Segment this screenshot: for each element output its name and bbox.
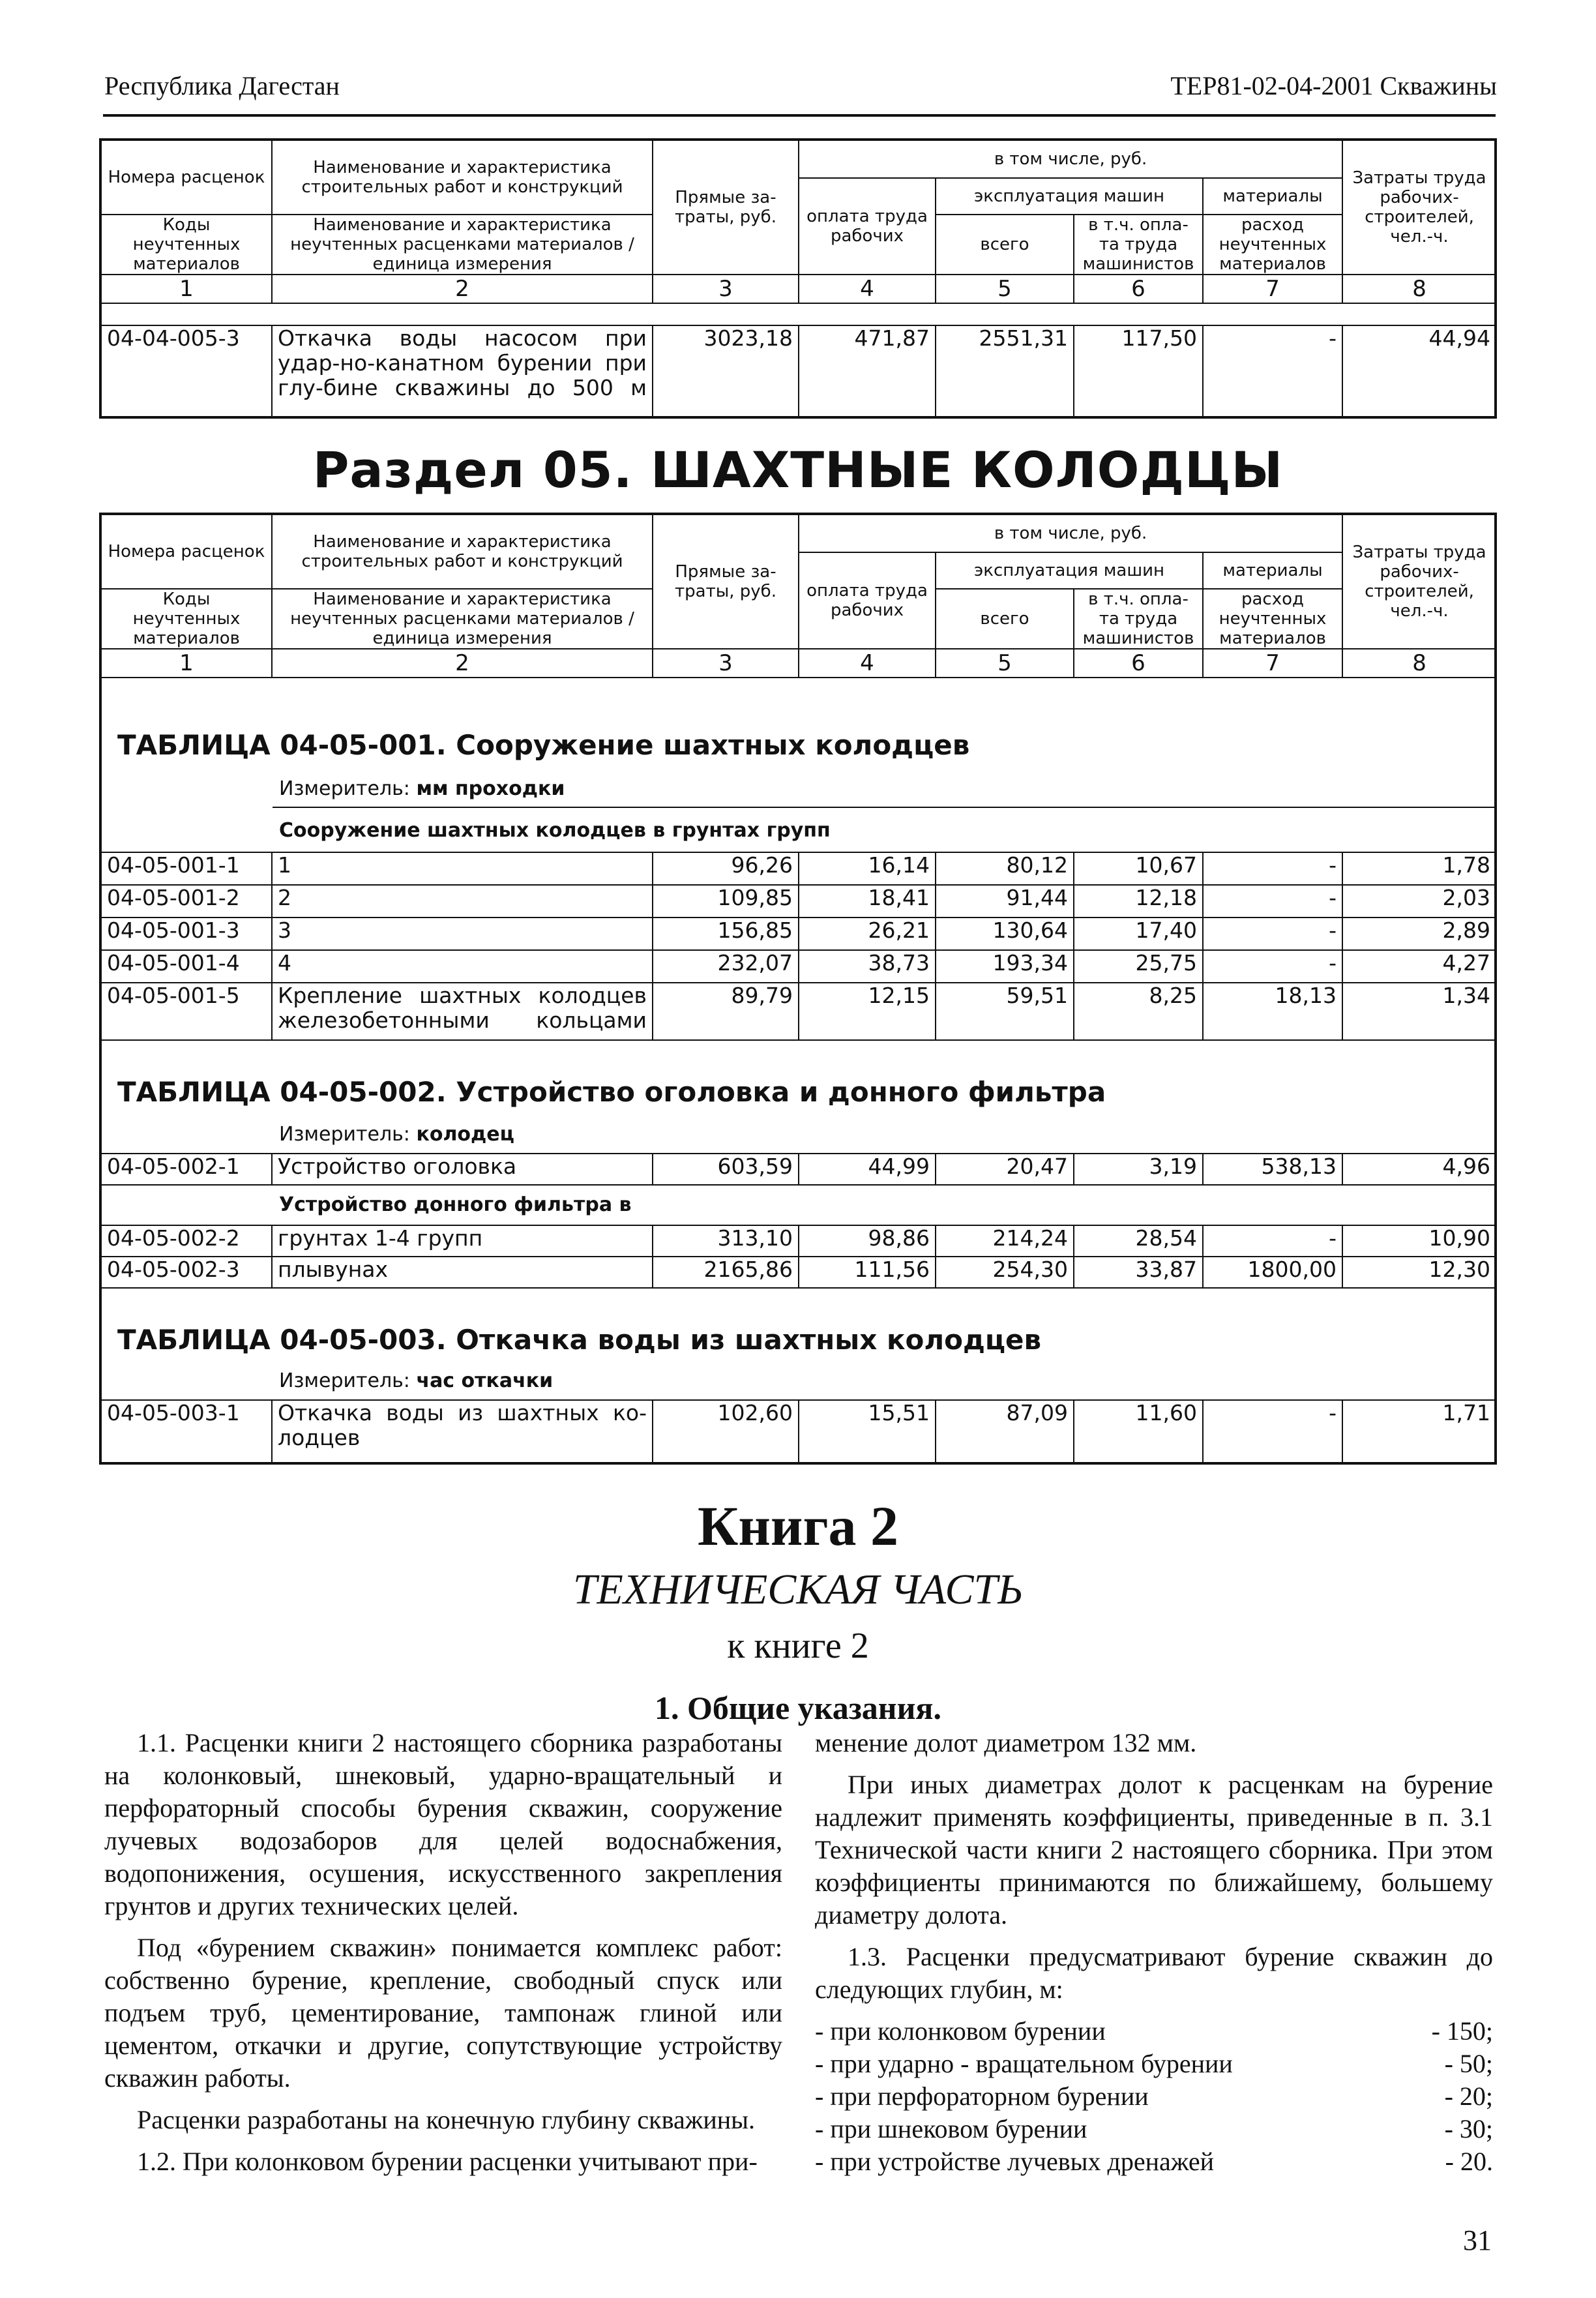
- col-zatraty: Затраты труда рабочих-строителей, чел.-ч.: [1342, 140, 1496, 275]
- num-1: 1: [101, 649, 272, 678]
- row-code: 04-05-001-2: [101, 885, 272, 918]
- row-c3: 102,60: [653, 1400, 799, 1463]
- row-c3: 603,59: [653, 1154, 799, 1185]
- col-pryamye: Прямые за-траты, руб.: [653, 140, 799, 275]
- book-subtitle: ТЕХНИЧЕСКАЯ ЧАСТЬ: [572, 1566, 1024, 1613]
- row-c3: 109,85: [653, 885, 799, 918]
- num-1: 1: [101, 275, 272, 303]
- meter-underline: [273, 807, 1496, 808]
- row-c4: 471,87: [799, 325, 936, 418]
- table-row: [101, 950, 1496, 983]
- row-c8: 12,30: [1342, 1257, 1496, 1288]
- num-4: 4: [799, 649, 936, 678]
- col-oplata: оплата труда рабочих: [799, 552, 936, 649]
- num-6: 6: [1074, 275, 1203, 303]
- row-c7: -: [1203, 1225, 1342, 1257]
- row-desc: 2: [272, 885, 653, 918]
- row-c5: 59,51: [936, 983, 1074, 1040]
- col-vsego: всего: [936, 589, 1074, 649]
- paragraph: 1.1. Расценки книги 2 настоящего сборника разработаны на колонковый, шнековый, ударно-вращательный и перфораторный способы бурения скважин, сооружение лучевых водозаборов для целей водоснабжения, водопонижения, осушения, искусственного закрепления грунтов и других технических целей.: [104, 1728, 782, 1920]
- top-table-body: [100, 325, 1497, 419]
- row-code: 04-05-002-3: [101, 1257, 272, 1288]
- list-item: [815, 2113, 1493, 2145]
- row-c3: 96,26: [653, 852, 799, 885]
- row-c3: 2165,86: [653, 1257, 799, 1288]
- num-4: 4: [799, 275, 936, 303]
- table-title-002: ТАБЛИЦА 04-05-002. Устройство оголовка и донного фильтра: [117, 1076, 1106, 1108]
- depth-value: - 50;: [1444, 2049, 1493, 2078]
- col-oplata: оплата труда рабочих: [799, 178, 936, 275]
- col-v-tom: в том числе, руб.: [799, 140, 1342, 178]
- row-c4: 111,56: [799, 1257, 936, 1288]
- row-c3: 3023,18: [653, 325, 799, 418]
- col-ekspl: эксплуатация машин: [936, 178, 1203, 215]
- row-c8: 44,94: [1342, 325, 1496, 418]
- col-naim-2: Наименование и характеристика неучтенных расценками материалов / единица измерения: [272, 215, 653, 275]
- col-kody: Коды неучтенных материалов: [101, 589, 272, 649]
- main-table-header: [100, 514, 1497, 678]
- col-ekspl: эксплуатация машин: [936, 552, 1203, 589]
- num-3: 3: [653, 649, 799, 678]
- section-heading: 1. Общие указания.: [655, 1690, 941, 1726]
- book-title: Книга 2: [697, 1495, 898, 1557]
- row-c5: 87,09: [936, 1400, 1074, 1463]
- row-c6: 11,60: [1074, 1400, 1203, 1463]
- table-003-body: [100, 1399, 1497, 1463]
- list-item: [815, 2080, 1493, 2113]
- row-desc: Устройство оголовка: [272, 1154, 653, 1185]
- row-desc: плывунах: [272, 1257, 653, 1288]
- row-c8: 10,90: [1342, 1225, 1496, 1257]
- meter-value: мм проходки: [416, 777, 565, 800]
- row-code: 04-05-001-4: [101, 950, 272, 983]
- table-row: [101, 1154, 1496, 1185]
- subhead-001: Сооружение шахтных колодцев в грунтах групп: [279, 819, 831, 842]
- row-code: 04-05-001-1: [101, 852, 272, 885]
- meter-003: [279, 1369, 553, 1392]
- col-rashod: расход неучтенных материалов: [1203, 215, 1342, 275]
- row-c5: 20,47: [936, 1154, 1074, 1185]
- paragraph: При иных диаметрах долот к расценкам на бурение надлежит применять коэффициенты, приведенные в п. 3.1 Технической части книги 2 настоящего сборника. При этом коэффициенты принимаются по ближайшему, большему диаметру долота.: [815, 1770, 1493, 1930]
- row-c4: 38,73: [799, 950, 936, 983]
- num-3: 3: [653, 275, 799, 303]
- table-row: [101, 325, 1496, 418]
- depth-label: - при шнековом бурении: [815, 2114, 1087, 2143]
- num-6: 6: [1074, 649, 1203, 678]
- depth-list: [815, 2015, 1493, 2178]
- row-c7: 18,13: [1203, 983, 1342, 1040]
- col-vtch: в т.ч. опла-та труда машинистов: [1074, 215, 1203, 275]
- row-c8: 2,89: [1342, 918, 1496, 950]
- table-002-body: [100, 1225, 1497, 1289]
- depth-label: - при перфораторном бурении: [815, 2082, 1149, 2111]
- col-vtch: в т.ч. опла-та труда машинистов: [1074, 589, 1203, 649]
- row-c6: 28,54: [1074, 1225, 1203, 1257]
- row-c4: 15,51: [799, 1400, 936, 1463]
- meter-value: колодец: [416, 1123, 514, 1146]
- row-code: 04-04-005-3: [101, 325, 272, 418]
- col-pryamye: Прямые за-траты, руб.: [653, 515, 799, 649]
- row-desc: грунтах 1-4 групп: [272, 1225, 653, 1257]
- col-materialy: материалы: [1203, 178, 1342, 215]
- depth-value: - 150;: [1431, 2016, 1493, 2046]
- table-row: [101, 1225, 1496, 1257]
- top-table-header: [100, 140, 1497, 304]
- row-c7: 1800,00: [1203, 1257, 1342, 1288]
- meter-002: [279, 1123, 514, 1146]
- depth-value: - 20;: [1444, 2082, 1493, 2111]
- table-row: [101, 983, 1496, 1040]
- row-c5: 193,34: [936, 950, 1074, 983]
- col-rashod: расход неучтенных материалов: [1203, 589, 1342, 649]
- row-c3: 156,85: [653, 918, 799, 950]
- row-c5: 214,24: [936, 1225, 1074, 1257]
- row-c4: 16,14: [799, 852, 936, 885]
- col-vsego: всего: [936, 215, 1074, 275]
- row-desc: 1: [272, 852, 653, 885]
- col-zatraty: Затраты труда рабочих-строителей, чел.-ч.: [1342, 515, 1496, 649]
- row-c6: 25,75: [1074, 950, 1203, 983]
- row-c5: 130,64: [936, 918, 1074, 950]
- row-c4: 26,21: [799, 918, 936, 950]
- section-title: Раздел 05. ШАХТНЫЕ КОЛОДЦЫ: [312, 441, 1284, 499]
- subhead-002: Устройство донного фильтра в: [279, 1193, 632, 1216]
- depth-label: - при колонковом бурении: [815, 2016, 1106, 2046]
- col-naim-1: Наименование и характеристика строительных работ и конструкций: [272, 140, 653, 215]
- table-title-003: ТАБЛИЦА 04-05-003. Откачка воды из шахтных колодцев: [117, 1324, 1042, 1356]
- row-c6: 10,67: [1074, 852, 1203, 885]
- table-row: [101, 885, 1496, 918]
- table-row: [101, 918, 1496, 950]
- meter-001: [279, 777, 565, 800]
- row-c6: 33,87: [1074, 1257, 1203, 1288]
- list-item: [815, 2048, 1493, 2080]
- list-item: [815, 2145, 1493, 2178]
- row-c7: -: [1203, 885, 1342, 918]
- meter-label: Измеритель:: [279, 1369, 417, 1392]
- row-c6: 3,19: [1074, 1154, 1203, 1185]
- row-c5: 80,12: [936, 852, 1074, 885]
- row-c6: 8,25: [1074, 983, 1203, 1040]
- text-column-left: [104, 1727, 782, 2187]
- row-code: 04-05-002-1: [101, 1154, 272, 1185]
- row-code: 04-05-001-5: [101, 983, 272, 1040]
- row-c5: 91,44: [936, 885, 1074, 918]
- row-c7: -: [1203, 950, 1342, 983]
- row-c6: 12,18: [1074, 885, 1203, 918]
- row-desc: Крепление шахтных колодцев железобетонными кольцами: [272, 983, 653, 1040]
- col-materialy: материалы: [1203, 552, 1342, 589]
- depth-value: - 20.: [1445, 2147, 1493, 2176]
- depth-label: - при ударно - вращательном бурении: [815, 2049, 1233, 2078]
- num-2: 2: [272, 649, 653, 678]
- table-title-001: ТАБЛИЦА 04-05-001. Сооружение шахтных колодцев: [117, 729, 970, 761]
- num-8: 8: [1342, 649, 1496, 678]
- col-nomer: Номера расценок: [101, 140, 272, 215]
- header-rule: [103, 114, 1496, 117]
- row-c4: 44,99: [799, 1154, 936, 1185]
- row-desc: 4: [272, 950, 653, 983]
- row-c4: 12,15: [799, 983, 936, 1040]
- row-c6: 17,40: [1074, 918, 1203, 950]
- row-c3: 232,07: [653, 950, 799, 983]
- running-header-right: ТЕР81-02-04-2001 Скважины: [1170, 71, 1497, 100]
- paragraph: менение долот диаметром 132 мм.: [815, 1728, 1197, 1757]
- row-c7: -: [1203, 325, 1342, 418]
- row-c4: 18,41: [799, 885, 936, 918]
- num-5: 5: [936, 649, 1074, 678]
- row-c3: 89,79: [653, 983, 799, 1040]
- row-c6: 117,50: [1074, 325, 1203, 418]
- depth-label: - при устройстве лучевых дренажей: [815, 2147, 1215, 2176]
- row-c7: -: [1203, 1400, 1342, 1463]
- row-c3: 313,10: [653, 1225, 799, 1257]
- row-c8: 1,78: [1342, 852, 1496, 885]
- row-c5: 2551,31: [936, 325, 1074, 418]
- row-c8: 1,34: [1342, 983, 1496, 1040]
- paragraph: 1.3. Расценки предусматривают бурение скважин до следующих глубин, м:: [815, 1942, 1493, 2004]
- num-7: 7: [1203, 649, 1342, 678]
- row-desc: Откачка воды из шахтных ко-лодцев: [272, 1400, 653, 1463]
- running-header-left: Республика Дагестан: [104, 71, 340, 100]
- paragraph: Расценки разработаны на конечную глубину скважины.: [137, 2105, 756, 2134]
- col-nomer: Номера расценок: [101, 515, 272, 589]
- col-naim-2: Наименование и характеристика неучтенных расценками материалов / единица измерения: [272, 589, 653, 649]
- row-c8: 4,27: [1342, 950, 1496, 983]
- table-002-row1: [100, 1153, 1497, 1186]
- meter-label: Измеритель:: [279, 777, 417, 800]
- num-5: 5: [936, 275, 1074, 303]
- row-c4: 98,86: [799, 1225, 936, 1257]
- meter-value: час откачки: [416, 1369, 554, 1392]
- book-subtitle-2: к книге 2: [727, 1626, 869, 1666]
- row-c7: 538,13: [1203, 1154, 1342, 1185]
- row-c8: 2,03: [1342, 885, 1496, 918]
- row-code: 04-05-001-3: [101, 918, 272, 950]
- num-8: 8: [1342, 275, 1496, 303]
- page-number: 31: [1463, 2224, 1492, 2256]
- row-code: 04-05-002-2: [101, 1225, 272, 1257]
- list-item: [815, 2015, 1493, 2048]
- meter-label: Измеритель:: [279, 1123, 417, 1146]
- row-c5: 254,30: [936, 1257, 1074, 1288]
- col-naim-1: Наименование и характеристика строительных работ и конструкций: [272, 515, 653, 589]
- row-c8: 4,96: [1342, 1154, 1496, 1185]
- row-c8: 1,71: [1342, 1400, 1496, 1463]
- row-desc: 3: [272, 918, 653, 950]
- num-2: 2: [272, 275, 653, 303]
- num-7: 7: [1203, 275, 1342, 303]
- table-row: [101, 852, 1496, 885]
- paragraph: Под «бурением скважин» понимается комплекс работ: собственно бурение, крепление, свободный спуск или подъем труб, цементирование, тампонаж глиной или цементом, откачки и другие, сопутствующие устройству скважин работы.: [104, 1933, 782, 2093]
- text-column-right: [815, 1727, 1493, 2178]
- col-v-tom: в том числе, руб.: [799, 515, 1342, 552]
- row-code: 04-05-003-1: [101, 1400, 272, 1463]
- table-row: [101, 1400, 1496, 1463]
- depth-value: - 30;: [1444, 2114, 1493, 2143]
- paragraph: 1.2. При колонковом бурении расценки учитывают при-: [137, 2147, 758, 2176]
- table-row: [101, 1257, 1496, 1288]
- row-c7: -: [1203, 918, 1342, 950]
- row-desc: Откачка воды насосом при удар-но-канатном бурении при глу-бине скважины до 500 м: [272, 325, 653, 418]
- row-c7: -: [1203, 852, 1342, 885]
- col-kody: Коды неучтенных материалов: [101, 215, 272, 275]
- table-001-body: [100, 852, 1497, 1041]
